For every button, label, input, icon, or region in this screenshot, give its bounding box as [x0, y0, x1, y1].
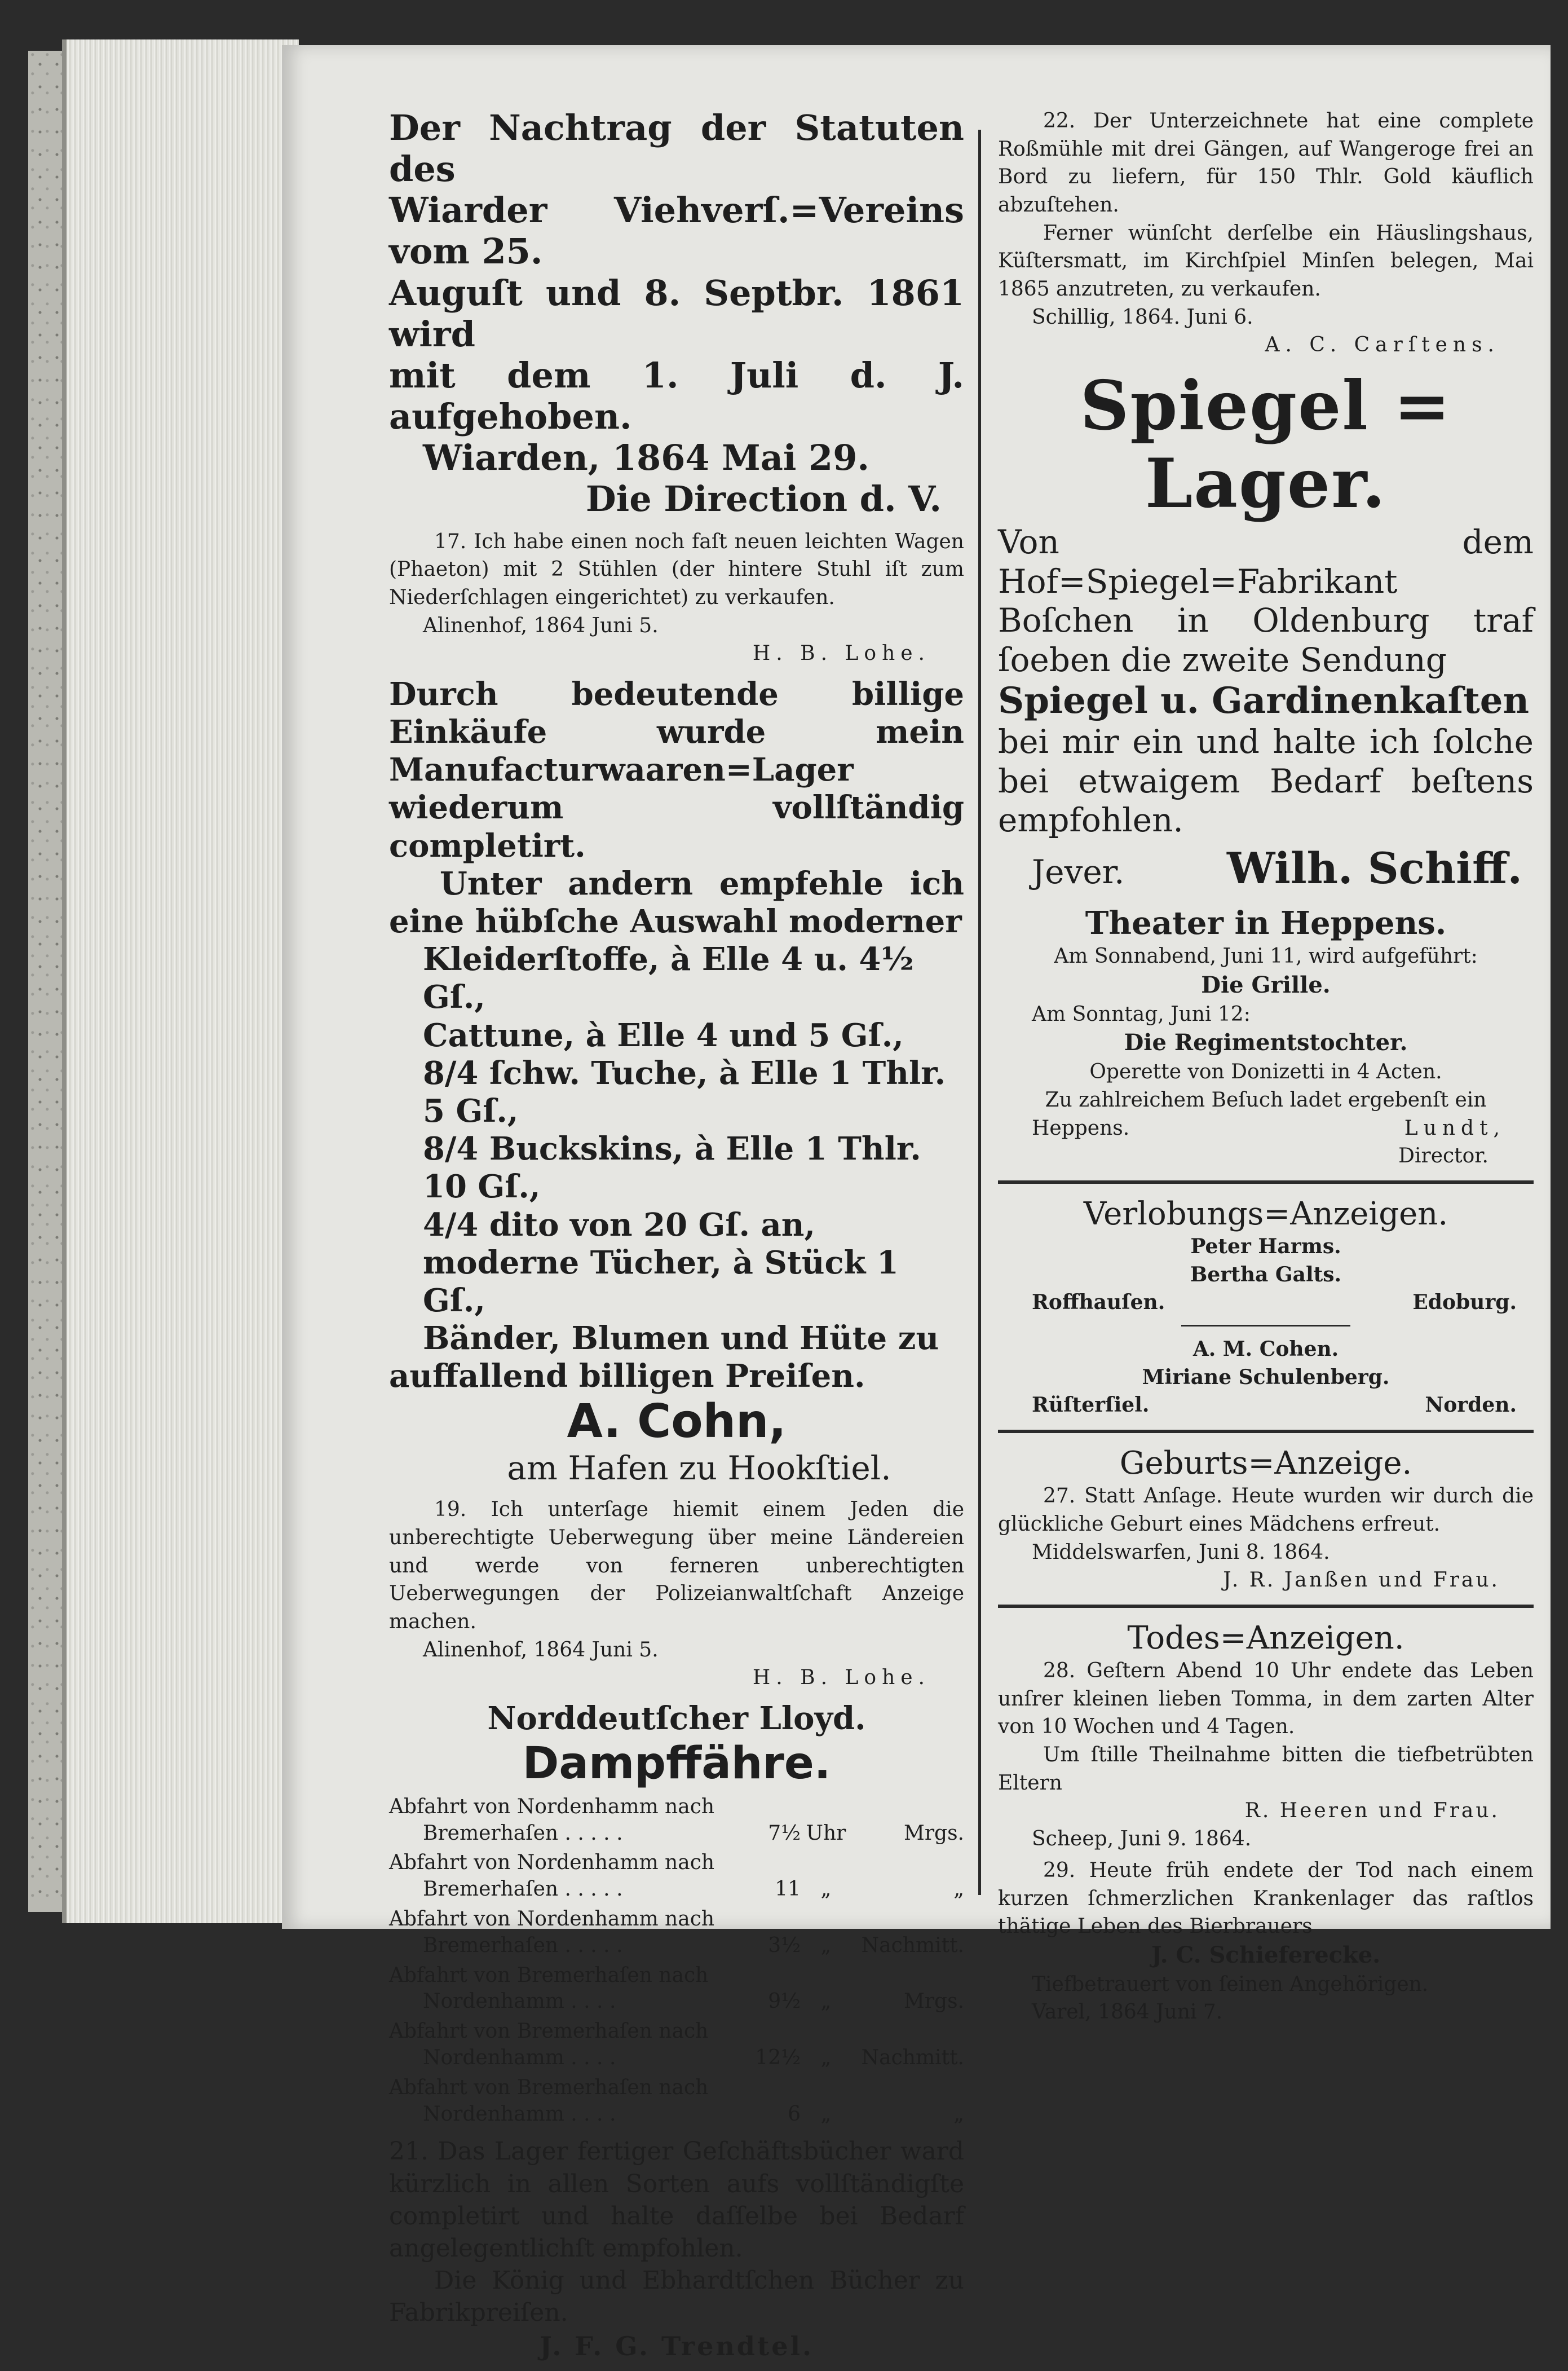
manufaktur-item: 4/4 dito von 20 Gſ. an, [423, 1206, 815, 1244]
ferry-timetable [389, 1791, 964, 2128]
ad-21 [389, 2135, 964, 2363]
ferry-time: 6 [788, 2102, 801, 2126]
ad-17 [389, 528, 964, 668]
spiegel-text: Von dem Hof=Spiegel=Fabrikant Boſchen in Oldenburg traf ſoeben die zweite Sendung [998, 523, 1534, 679]
ad-19-place: Alinenhof, 1864 Juni 5. [423, 1638, 659, 1662]
todes-section [998, 1619, 1534, 2026]
theater-ad [998, 905, 1534, 1170]
verlobung-place: Roffhauſen. [1032, 1290, 1165, 1315]
statute-signature: Die Direction d. V. [585, 478, 942, 520]
ferry-departure-row [389, 2072, 964, 2101]
todes-29-text: 29. Heute früh endete der Tod nach einem kurzen ſchmerzlichen Krankenlager das raſtlos thätige Leben des Bierbrauers [998, 1858, 1534, 1938]
todes-28-text: 28. Geſtern Abend 10 Uhr endete das Leben unſrer kleinen lieben Tomma, in dem zarten Alter von 10 Wochen und 4 Tagen. [998, 1659, 1534, 1739]
manufaktur-intro: Durch bedeutende billige Einkäufe wurde mein Manufacturwaaren=Lager wiederum vollſtändig completirt. [389, 675, 964, 865]
manufaktur-item: Bänder, Blumen und Hüte zu [423, 1320, 939, 1358]
ad-22-text2: Ferner wünſcht derſelbe ein Häuslingshaus, Küſtersmatt, im Kirchſpiel Minſen belegen, Mai 1865 anzutreten, zu verkaufen. [998, 221, 1534, 301]
theater-place: Heppens. [1032, 1116, 1130, 1140]
ferry-unit: „ [820, 1878, 832, 1901]
ferry-departure-row [389, 1903, 964, 1933]
statute-line: Der Nachtrag der Statuten des [389, 107, 964, 190]
right-column [998, 107, 1534, 2034]
spiegel-ad [998, 367, 1534, 897]
todes-28-place: Scheep, Juni 9. 1864. [1032, 1827, 1252, 1851]
newspaper-page [282, 45, 1551, 2361]
ferry-departure: Abfahrt von Bremerhaſen nach [389, 2020, 709, 2043]
ferry-destination-row [389, 1821, 964, 1847]
manufaktur-ad [389, 676, 964, 1488]
ferry-period: Nachmitt. [861, 2046, 964, 2070]
firm-place: am Hafen zu Hookſtiel. [507, 1448, 891, 1487]
ferry-departure-row [389, 1791, 964, 1821]
firm-name: A. Cohn, [567, 1395, 787, 1449]
ferry-unit: „ [820, 1933, 832, 1957]
couple-divider [1181, 1325, 1350, 1326]
ad-22-place: Schillig, 1864. Juni 6. [1032, 305, 1253, 329]
verlobung-name: A. M. Cohen. [1192, 1337, 1339, 1361]
ferry-destination-row [389, 2101, 964, 2128]
verlobung-place: Edoburg. [1412, 1290, 1517, 1315]
ferry-destination: Bremerhaſen . . . . . [423, 1821, 623, 1845]
geburt-text: 27. Statt Anſage. Heute wurden wir durch die glückliche Geburt eines Mädchens erfreut. [998, 1484, 1534, 1536]
ad-19-signature: H. B. Lohe. [752, 1666, 930, 1690]
theater-title: Theater in Heppens. [1085, 905, 1447, 942]
verlobung-section [998, 1195, 1534, 1420]
ferry-destination: Nordenhamm . . . . [423, 2046, 616, 2070]
ferry-destination: Bremerhaſen . . . . . [423, 1878, 623, 1901]
theater-line-1: Am Sonnabend, Juni 11, wird aufgeführt: [1054, 945, 1478, 968]
manufaktur-item: auffallend billigen Preiſen. [389, 1358, 865, 1395]
column-divider [978, 130, 981, 1895]
geburt-place: Middelswarfen, Juni 8. 1864. [1032, 1540, 1330, 1564]
geburt-title: Geburts=Anzeige. [1119, 1445, 1412, 1482]
lloyd-subtitle: Dampffähre. [522, 1738, 831, 1790]
manufaktur-item: moderne Tücher, à Stück 1 Gſ., [423, 1244, 899, 1319]
verlobung-name: Peter Harms. [1190, 1235, 1341, 1259]
lloyd-ad [389, 1700, 964, 2127]
ferry-unit: „ [820, 2102, 832, 2126]
todes-28-text2: Um ſtille Theilnahme bitten die tiefbetrübten Eltern [998, 1743, 1534, 1795]
todes-29-text2: Tiefbetrauert von ſeinen Angehörigen. [1032, 1972, 1429, 1996]
section-rule [998, 1430, 1534, 1433]
verlobung-place: Norden. [1425, 1393, 1517, 1417]
ferry-departure: Abfahrt von Nordenhamm nach [389, 1907, 715, 1931]
ferry-period: „ [953, 2102, 964, 2126]
ferry-departure-row [389, 1959, 964, 1989]
manufaktur-item: Cattune, à Elle 4 und 5 Gſ., [423, 1016, 904, 1054]
statute-line: Wiarden, 1864 Mai 29. [423, 437, 869, 479]
ferry-period: Mrgs. [903, 1821, 964, 1845]
lloyd-title: Norddeutſcher Lloyd. [487, 1700, 866, 1738]
ferry-period: Nachmitt. [861, 1933, 964, 1957]
ferry-unit: Uhr [806, 1821, 846, 1845]
ferry-period: „ [953, 1878, 964, 1901]
ferry-period: Mrgs. [903, 1990, 964, 2013]
theater-play-1: Die Grille. [1201, 971, 1331, 998]
ferry-unit: „ [820, 2046, 832, 2070]
theater-line-4: Zu zahlreichem Beſuch ladet ergebenſt ein [1045, 1088, 1487, 1112]
ad-17-signature: H. B. Lohe. [752, 642, 930, 666]
statute-line: Auguſt und 8. Septbr. 1861 wird [389, 272, 964, 355]
ferry-time: 7½ [768, 1821, 801, 1845]
manufaktur-item: Kleiderſtoffe, à Elle 4 u. 4½ Gſ., [423, 941, 914, 1016]
geburt-signature: J. R. Janßen und Frau. [1223, 1568, 1500, 1592]
ferry-departure: Abfahrt von Bremerhaſen nach [389, 2075, 709, 2099]
ferry-time: 3½ [768, 1933, 801, 1957]
todes-29-place: Varel, 1864 Juni 7. [1032, 2000, 1223, 2024]
ferry-destination-row [389, 1989, 964, 2015]
ferry-destination-row [389, 2045, 964, 2072]
statute-notice [389, 107, 964, 520]
book-page-edges [62, 39, 299, 1923]
left-column [389, 107, 964, 2371]
ad-21-text2: Die König und Ebhardtſchen Bücher zu Fabrikpreiſen. [389, 2266, 964, 2328]
statute-line: mit dem 1. Juli d. J. aufgehoben. [389, 354, 964, 438]
ferry-departure: Abfahrt von Nordenhamm nach [389, 1795, 715, 1818]
todes-28-signature: R. Heeren und Frau. [1244, 1799, 1500, 1823]
ferry-departure-row [389, 1846, 964, 1876]
theater-play-2: Die Regimentstochter. [1124, 1029, 1408, 1056]
verlobung-name: Bertha Galts. [1190, 1262, 1342, 1286]
spiegel-title: Spiegel = Lager. [1080, 366, 1452, 524]
ferry-destination: Nordenhamm . . . . [423, 1990, 616, 2013]
manufaktur-item: 8/4 ſchw. Tuche, à Elle 1 Thlr. 5 Gſ., [423, 1054, 946, 1130]
statute-line: Wiarder Viehverſ.=Vereins vom 25. [389, 189, 964, 272]
ferry-time: 11 [775, 1878, 801, 1901]
theater-role: Director. [1398, 1144, 1489, 1168]
ferry-destination: Nordenhamm . . . . [423, 2102, 616, 2126]
ferry-destination: Bremerhaſen . . . . . [423, 1933, 623, 1957]
spiegel-text2: bei mir ein und halte ich ſolche bei etwaigem Bedarf beſtens empfohlen. [998, 722, 1534, 840]
ad-19-text: 19. Ich unterſage hiemit einem Jeden die unberechtigte Ueberwegung über meine Ländereien und werde von ferneren unberechtigten Ueberwegungen der Polizeianwaltſchaft Anzeige machen. [389, 1498, 964, 1634]
ferry-destination-row [389, 1876, 964, 1903]
ferry-departure: Abfahrt von Nordenhamm nach [389, 1851, 715, 1875]
ferry-time: 9½ [768, 1990, 801, 2013]
ad-17-place: Alinenhof, 1864 Juni 5. [423, 614, 659, 637]
ferry-departure-row [389, 2015, 964, 2045]
geburt-section [998, 1444, 1534, 1594]
ad-21-text: 21. Das Lager fertiger Geſchäftsbücher ward kürzlich in allen Sorten aufs vollſtändigſte completirt und halte daſſelbe bei Bedarf angelegentlichſt empfohlen. [389, 2137, 964, 2263]
ferry-unit: „ [820, 1990, 832, 2013]
spiegel-highlight: Spiegel u. Gardinenkaſten [998, 680, 1529, 722]
manufaktur-item: 8/4 Buckskins, à Elle 1 Thlr. 10 Gſ., [423, 1130, 921, 1206]
verlobung-place: Rüſterſiel. [1032, 1393, 1150, 1417]
verlobung-name: Miriane Schulenberg. [1142, 1365, 1390, 1389]
ferry-destination-row [389, 1933, 964, 1959]
ferry-time: 12½ [755, 2046, 801, 2070]
spiegel-place: Jever. [1032, 852, 1125, 891]
ferry-departure: Abfahrt von Bremerhaſen nach [389, 1963, 709, 1987]
ad-19 [389, 1496, 964, 1692]
ad-22-signature: A. C. Carſtens. [1265, 333, 1500, 357]
ad-22-text: 22. Der Unterzeichnete hat eine complete Roßmühle mit drei Gängen, auf Wangeroge frei an Bord zu liefern, für 150 Thlr. Gold käuflich abzuſtehen. [998, 109, 1534, 217]
todes-title: Todes=Anzeigen. [1127, 1619, 1404, 1656]
theater-line-2: Am Sonntag, Juni 12: [1032, 1002, 1251, 1026]
ad-17-text: 17. Ich habe einen noch faſt neuen leichten Wagen (Phaeton) mit 2 Stühlen (der hintere Stuhl iſt zum Niederſchlagen eingerichtet) zu verkaufen. [389, 530, 964, 609]
manufaktur-offer: Unter andern empfehle ich eine hübſche Auswahl moderner [389, 865, 964, 941]
spiegel-signature: Wilh. Schiff. [1226, 843, 1522, 893]
section-rule [998, 1180, 1534, 1184]
ad-21-signature: J. F. G. Trendtel. [540, 2330, 814, 2361]
todes-29-name: J. C. Schieferecke. [1151, 1941, 1381, 1968]
ad-22 [998, 107, 1534, 359]
verlobung-title: Verlobungs=Anzeigen. [1083, 1195, 1448, 1232]
theater-line-3: Operette von Donizetti in 4 Acten. [1089, 1060, 1442, 1084]
theater-signature: Lundt, [1404, 1116, 1505, 1140]
section-rule [998, 1605, 1534, 1608]
